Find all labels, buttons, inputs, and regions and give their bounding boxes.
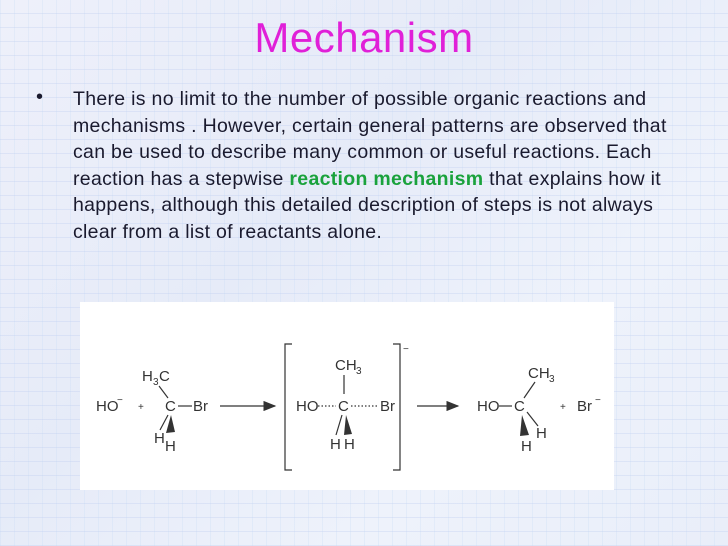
slide-title: Mechanism — [254, 14, 474, 61]
ts-h-left: H — [330, 436, 341, 453]
reactant-h-right: H — [165, 438, 176, 455]
bullet-marker: • — [36, 86, 44, 108]
ts-methyl-sub: 3 — [356, 366, 362, 377]
reactant-bond-h-left — [160, 415, 168, 430]
product-bond-methyl — [524, 382, 535, 398]
ts-leaving-group: Br — [380, 398, 395, 415]
product-methyl-sub: 3 — [549, 374, 555, 385]
ts-bond-h-left — [336, 415, 342, 435]
reactant-methyl-c: C — [159, 368, 170, 385]
product-bromide-charge: − — [595, 395, 601, 406]
ts-methyl: CH — [335, 357, 357, 374]
ts-carbon: C — [338, 398, 349, 415]
reactant-leaving-group: Br — [193, 398, 208, 415]
reactant-nucleophile-charge: − — [117, 395, 123, 406]
bullet-text-after: that explains how it happens, although this detailed description of steps is not always clear from a list of reactants alone. — [73, 167, 661, 243]
ts-nucleophile: HO — [296, 398, 319, 415]
reaction-diagram — [80, 302, 614, 490]
product-bromide: Br — [577, 398, 592, 415]
reactant-nucleophile: HO — [96, 398, 119, 415]
bullet-text-before: There is no limit to the number of possible organic reactions and mechanisms . However, certain general patterns are observed that can be used to describe many common or useful reactions. Each reaction has a stepwise — [73, 88, 667, 190]
product-h-left: H — [521, 438, 532, 455]
reactant-plus: + — [138, 402, 144, 413]
product-methyl: CH — [528, 365, 550, 382]
product-bond-h-right — [527, 412, 538, 426]
bullet-list — [36, 86, 676, 245]
sn2-mechanism-figure — [80, 302, 614, 490]
ts-bracket-left — [285, 344, 292, 470]
highlight-term: reaction mechanism — [289, 167, 484, 190]
product-wedge-bond — [520, 415, 529, 436]
product-hydroxyl: HO — [477, 398, 500, 415]
reactant-bond-methyl — [159, 386, 168, 398]
ts-charge: − — [403, 344, 409, 355]
bullet-paragraph — [73, 86, 676, 245]
reactant-methyl-sub: 3 — [153, 377, 159, 388]
product-h-right: H — [536, 425, 547, 442]
product-plus: + — [560, 402, 566, 413]
reactant-methyl-h: H — [142, 368, 153, 385]
reactant-wedge-bond — [166, 415, 175, 433]
ts-h-right: H — [344, 436, 355, 453]
product-carbon: C — [514, 398, 525, 415]
ts-wedge-bond — [344, 415, 352, 435]
reactant-carbon: C — [165, 398, 176, 415]
reactant-h-left: H — [154, 430, 165, 447]
